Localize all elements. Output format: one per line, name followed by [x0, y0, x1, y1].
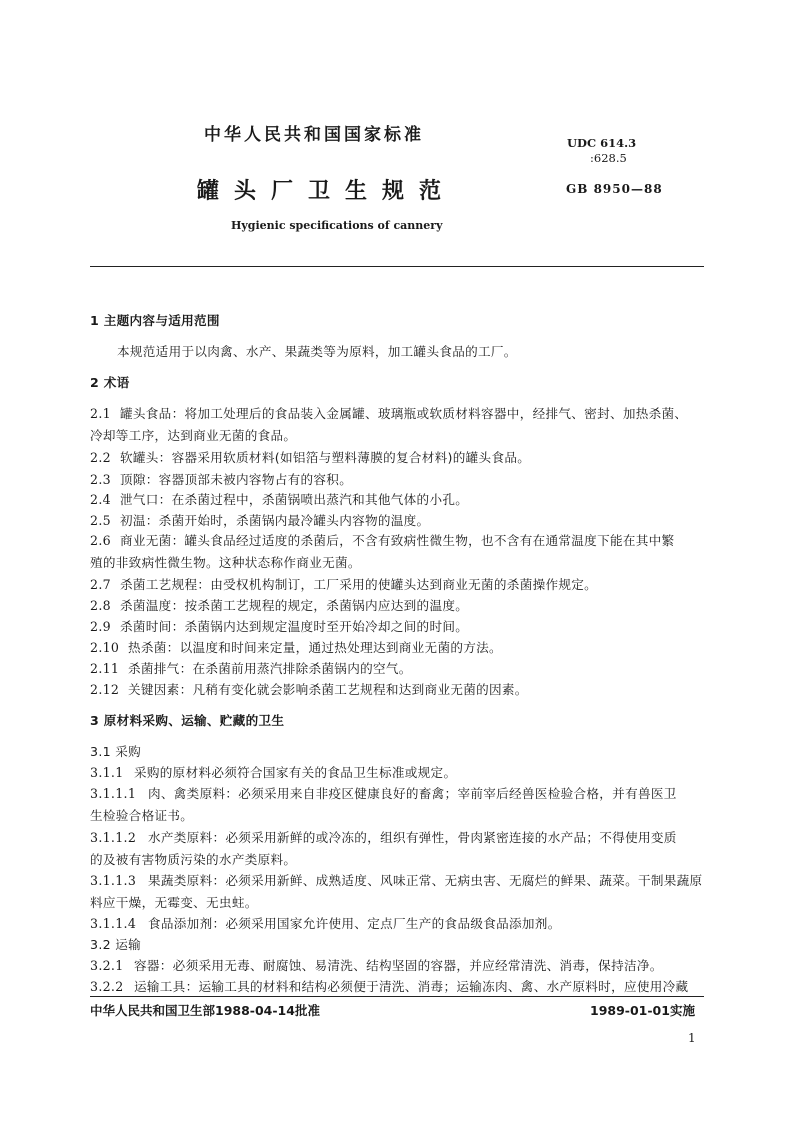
section-1-body: 本规范适用于以肉禽、水产、果蔬类等为原料，加工罐头食品的工厂。	[117, 344, 517, 359]
clause-3-2-1: 3.2.1 容器：必须采用无毒、耐腐蚀、易清洗、结构坚固的容器，并应经常清洗、消毒，保持洁净。	[90, 958, 663, 973]
clause-continued: 生检验合格证书。	[90, 808, 194, 823]
clause-3-1-1-2: 3.1.1.2 水产类原料：必须采用新鲜的或冷冻的，组织有弹性，骨肉紧密连接的水产品；不得使用变质	[90, 830, 677, 845]
clause-3-2-2: 3.2.2 运输工具：运输工具的材料和结构必须便于清洗、消毒；运输冻肉、禽、水产原料时，应使用冷藏	[90, 979, 689, 994]
implementation-date: 1989-01-01实施	[590, 1003, 695, 1018]
clause-3-1-1-4: 3.1.1.4 食品添加剂：必须采用国家允许使用、定点厂生产的食品级食品添加剂。	[90, 916, 561, 931]
clause-continued: 的及被有害物质污染的水产类原料。	[90, 852, 297, 867]
section-1-heading: 1 主题内容与适用范围	[90, 313, 220, 328]
term-item: 2.7 杀菌工艺规程：由受权机构制订，工厂采用的使罐头达到商业无菌的杀菌操作规定。	[90, 577, 598, 592]
term-item-continued: 冷却等工序，达到商业无菌的食品。	[90, 428, 297, 443]
footer-divider	[90, 996, 704, 997]
clause-3-1-1: 3.1.1 采购的原材料必须符合国家有关的食品卫生标准或规定。	[90, 765, 457, 780]
term-item: 2.2 软罐头：容器采用软质材料(如铝箔与塑料薄膜的复合材料)的罐头食品。	[90, 450, 531, 465]
approval-note: 中华人民共和国卫生部1988-04-14批准	[90, 1003, 320, 1018]
term-item: 2.1 罐头食品：将加工处理后的食品装入金属罐、玻璃瓶或软质材料容器中，经排气、密封、加热杀菌、	[90, 406, 688, 421]
udc-code-secondary: :628.5	[590, 151, 627, 165]
section-3-heading: 3 原材料采购、运输、贮藏的卫生	[90, 713, 285, 728]
clause-3-1-1-1: 3.1.1.1 肉、禽类原料：必须采用来自非疫区健康良好的畜禽；宰前宰后经兽医检验合格，并有兽医卫	[90, 786, 677, 801]
term-item: 2.3 顶隙：容器顶部未被内容物占有的容积。	[90, 472, 353, 487]
clause-continued: 料应干燥，无霉变、无虫蛀。	[90, 895, 258, 910]
standard-title: 中华人民共和国国家标准	[204, 125, 424, 145]
document-title: 罐头厂卫生规范	[197, 179, 457, 204]
term-item: 2.10 热杀菌：以温度和时间来定量，通过热处理达到商业无菌的方法。	[90, 640, 502, 655]
term-item: 2.12 关键因素：凡稍有变化就会影响杀菌工艺规程和达到商业无菌的因素。	[90, 682, 528, 697]
english-title: Hygienic specifications of cannery	[231, 219, 443, 232]
term-item: 2.5 初温：杀菌开始时，杀菌锅内最冷罐头内容物的温度。	[90, 513, 430, 528]
term-item: 2.6 商业无菌：罐头食品经过适度的杀菌后，不含有致病性微生物，也不含有在通常温度下能在其中繁	[90, 533, 675, 548]
header-divider	[90, 266, 704, 267]
term-item: 2.11 杀菌排气：在杀菌前用蒸汽排除杀菌锅内的空气。	[90, 661, 412, 676]
term-item-continued: 殖的非致病性微生物。这种状态称作商业无菌。	[90, 555, 361, 570]
term-item: 2.4 泄气口：在杀菌过程中，杀菌锅喷出蒸汽和其他气体的小孔。	[90, 492, 469, 507]
udc-code: UDC 614.3	[567, 136, 637, 150]
subsection-3-1-heading: 3.1 采购	[90, 744, 142, 759]
clause-3-1-1-3: 3.1.1.3 果蔬类原料：必须采用新鲜、成熟适度、风味正常、无病虫害、无腐烂的鲜果、蔬菜。干制果蔬原	[90, 873, 703, 888]
page-number: 1	[688, 1031, 696, 1045]
subsection-3-2-heading: 3.2 运输	[90, 937, 142, 952]
section-2-heading: 2 术语	[90, 375, 130, 390]
term-item: 2.9 杀菌时间：杀菌锅内达到规定温度时至开始冷却之间的时间。	[90, 619, 469, 634]
standard-number: GB 8950—88	[566, 182, 663, 196]
term-item: 2.8 杀菌温度：按杀菌工艺规程的规定，杀菌锅内应达到的温度。	[90, 598, 469, 613]
